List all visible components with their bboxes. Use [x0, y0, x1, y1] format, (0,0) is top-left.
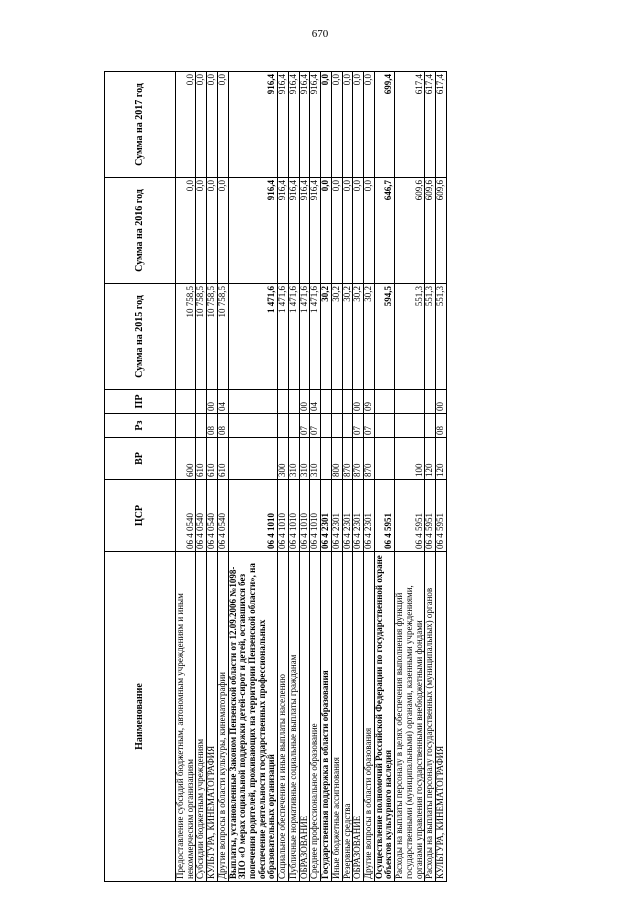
cell-vr: 120: [435, 438, 446, 480]
cell-rz: [228, 414, 278, 438]
cell-2017: 0,0: [196, 72, 207, 178]
table-row: [228, 72, 278, 882]
cell-name: Расходы на выплаты персоналу в целях обеспечения выполнения функций государственными (муниципальными) органами, казенными учреждениями, органами управления государственными внебюджетными фондами: [395, 552, 425, 882]
cell-2017: 617,4: [395, 72, 425, 178]
cell-pr: [321, 390, 332, 414]
cell-vr: 610: [196, 438, 207, 480]
cell-vr: 310: [288, 438, 299, 480]
cell-csr: 06 4 1010: [228, 480, 278, 552]
table-row: [217, 72, 228, 882]
cell-2017: 0,0: [207, 72, 218, 178]
page-number: 670: [311, 28, 329, 40]
cell-name: Другие вопросы в области культуры, кинематографии: [217, 552, 228, 882]
cell-vr: [228, 438, 278, 480]
cell-csr: 06 4 1010: [288, 480, 299, 552]
table-row: [310, 72, 321, 882]
cell-2016: 0,0: [331, 178, 342, 284]
cell-name: КУЛЬТУРА, КИНЕМАТОГРАФИЯ: [435, 552, 446, 882]
cell-2016: 916,4: [278, 178, 289, 284]
cell-vr: 300: [278, 438, 289, 480]
cell-csr: 06 4 5951: [374, 480, 394, 552]
cell-pr: [342, 390, 353, 414]
cell-vr: 120: [425, 438, 436, 480]
table-row: [288, 72, 299, 882]
cell-rz: 07: [310, 414, 321, 438]
cell-2015: 30,2: [353, 284, 364, 390]
table-row: [342, 72, 353, 882]
table-header-row: [105, 72, 176, 882]
cell-name: Другие вопросы в области образования: [363, 552, 374, 882]
cell-2016: 609,6: [425, 178, 436, 284]
cell-vr: [374, 438, 394, 480]
cell-name: КУЛЬТУРА, КИНЕМАТОГРАФИЯ: [207, 552, 218, 882]
cell-csr: 06 4 0540: [176, 480, 196, 552]
cell-vr: 870: [353, 438, 364, 480]
cell-2015: 551,3: [395, 284, 425, 390]
cell-pr: 04: [217, 390, 228, 414]
cell-name: Резервные средства: [342, 552, 353, 882]
cell-pr: 00: [435, 390, 446, 414]
cell-name: Иные бюджетные ассигнования: [331, 552, 342, 882]
cell-pr: [288, 390, 299, 414]
cell-rz: 07: [363, 414, 374, 438]
cell-rz: [374, 414, 394, 438]
cell-rz: 08: [435, 414, 446, 438]
cell-pr: 09: [363, 390, 374, 414]
cell-csr: 06 4 2301: [331, 480, 342, 552]
cell-2017: 617,4: [425, 72, 436, 178]
cell-2016: 0,0: [176, 178, 196, 284]
cell-rz: [321, 414, 332, 438]
header-name: Наименование: [105, 552, 176, 882]
cell-2016: 916,4: [228, 178, 278, 284]
cell-rz: 08: [207, 414, 218, 438]
cell-2017: 0,0: [217, 72, 228, 178]
cell-2016: 0,0: [342, 178, 353, 284]
table-row: [207, 72, 218, 882]
cell-vr: 100: [395, 438, 425, 480]
table-row: [278, 72, 289, 882]
cell-2016: 0,0: [217, 178, 228, 284]
cell-name: Государственная поддержка в области образования: [321, 552, 332, 882]
cell-csr: 06 4 0540: [207, 480, 218, 552]
table-row: [395, 72, 425, 882]
cell-name: Расходы на выплаты персоналу государственных (муниципальных) органов: [425, 552, 436, 882]
cell-name: Субсидии бюджетным учреждениям: [196, 552, 207, 882]
cell-vr: 610: [207, 438, 218, 480]
cell-2015: 10 758,5: [217, 284, 228, 390]
cell-csr: 06 4 5951: [435, 480, 446, 552]
cell-2017: 0,0: [342, 72, 353, 178]
cell-2015: 10 758,5: [176, 284, 196, 390]
cell-csr: 06 4 1010: [310, 480, 321, 552]
cell-2015: 1 471,6: [299, 284, 310, 390]
cell-2016: 646,7: [374, 178, 394, 284]
cell-name: Социальное обеспечение и иные выплаты населению: [278, 552, 289, 882]
budget-table: [104, 71, 447, 882]
table-row: [321, 72, 332, 882]
cell-2015: 1 471,6: [228, 284, 278, 390]
table-row: [425, 72, 436, 882]
cell-csr: 06 4 0540: [196, 480, 207, 552]
cell-2017: 916,4: [299, 72, 310, 178]
cell-name: Предоставление субсидий бюджетным, автономным учреждениям и иным некоммерческим организациям: [176, 552, 196, 882]
cell-csr: 06 4 2301: [363, 480, 374, 552]
table-row: [299, 72, 310, 882]
cell-2017: 0,0: [321, 72, 332, 178]
cell-csr: 06 4 2301: [353, 480, 364, 552]
cell-csr: 06 4 0540: [217, 480, 228, 552]
cell-rz: 07: [299, 414, 310, 438]
cell-2017: 0,0: [331, 72, 342, 178]
cell-name: ОБРАЗОВАНИЕ: [299, 552, 310, 882]
cell-pr: [395, 390, 425, 414]
cell-rz: 07: [353, 414, 364, 438]
cell-csr: 06 4 1010: [278, 480, 289, 552]
header-2017: Сумма на 2017 год: [105, 72, 176, 178]
cell-vr: [321, 438, 332, 480]
cell-vr: 600: [176, 438, 196, 480]
table-row: [331, 72, 342, 882]
cell-csr: 06 4 5951: [395, 480, 425, 552]
table-row: [196, 72, 207, 882]
cell-2016: 0,0: [363, 178, 374, 284]
cell-2016: 0,0: [353, 178, 364, 284]
cell-2015: 30,2: [363, 284, 374, 390]
cell-2016: 0,0: [321, 178, 332, 284]
cell-2016: 916,4: [310, 178, 321, 284]
cell-rz: [288, 414, 299, 438]
cell-2017: 916,4: [278, 72, 289, 178]
cell-pr: [176, 390, 196, 414]
cell-2016: 609,6: [395, 178, 425, 284]
cell-pr: 00: [299, 390, 310, 414]
cell-name: Выплаты, установленные Законом Пензенской области от 12.09.2006 №1098-ЗПО «О мерах социальной поддержки детей-сирот и детей, оставшихся без попечения родителей, проживающих на территории Пензенской области», на обеспечение деятельности государственных профессиональных образовательных организаций: [228, 552, 278, 882]
cell-2016: 916,4: [288, 178, 299, 284]
cell-2015: 10 758,5: [196, 284, 207, 390]
cell-2015: 1 471,6: [310, 284, 321, 390]
cell-csr: 06 4 2301: [321, 480, 332, 552]
header-2015: Сумма на 2015 год: [105, 284, 176, 390]
cell-2015: 551,3: [435, 284, 446, 390]
cell-2017: 0,0: [353, 72, 364, 178]
cell-2016: 609,6: [435, 178, 446, 284]
cell-rz: [395, 414, 425, 438]
cell-rz: 08: [217, 414, 228, 438]
cell-vr: 870: [342, 438, 353, 480]
cell-2017: 916,4: [288, 72, 299, 178]
cell-rz: [331, 414, 342, 438]
cell-name: Осуществление полномочий Российской Федерации по государственной охране объектов культурного наследия: [374, 552, 394, 882]
cell-2015: 1 471,6: [288, 284, 299, 390]
cell-2015: 30,2: [342, 284, 353, 390]
cell-vr: 800: [331, 438, 342, 480]
cell-2015: 30,2: [331, 284, 342, 390]
cell-rz: [342, 414, 353, 438]
header-rz: Рз: [105, 414, 176, 438]
cell-pr: [196, 390, 207, 414]
cell-vr: 870: [363, 438, 374, 480]
cell-name: Публичные нормативные социальные выплаты гражданам: [288, 552, 299, 882]
cell-pr: [374, 390, 394, 414]
cell-vr: 310: [299, 438, 310, 480]
cell-rz: [196, 414, 207, 438]
cell-rz: [425, 414, 436, 438]
cell-rz: [176, 414, 196, 438]
cell-2015: 30,2: [321, 284, 332, 390]
header-csr: ЦСР: [105, 480, 176, 552]
cell-2015: 10 758,5: [207, 284, 218, 390]
cell-pr: [425, 390, 436, 414]
cell-name: Среднее профессиональное образование: [310, 552, 321, 882]
header-pr: ПР: [105, 390, 176, 414]
table-row: [363, 72, 374, 882]
cell-2017: 916,4: [310, 72, 321, 178]
cell-csr: 06 4 2301: [342, 480, 353, 552]
cell-pr: 00: [353, 390, 364, 414]
cell-2017: 0,0: [176, 72, 196, 178]
cell-2016: 0,0: [207, 178, 218, 284]
cell-2016: 0,0: [196, 178, 207, 284]
table-row: [374, 72, 394, 882]
header-2016: Сумма на 2016 год: [105, 178, 176, 284]
table-row: [353, 72, 364, 882]
cell-csr: 06 4 1010: [299, 480, 310, 552]
table-row: [176, 72, 196, 882]
cell-pr: [278, 390, 289, 414]
cell-2015: 551,3: [425, 284, 436, 390]
cell-2015: 1 471,6: [278, 284, 289, 390]
cell-pr: [331, 390, 342, 414]
cell-name: ОБРАЗОВАНИЕ: [353, 552, 364, 882]
cell-2017: 617,4: [435, 72, 446, 178]
cell-2017: 0,0: [363, 72, 374, 178]
cell-pr: 00: [207, 390, 218, 414]
header-vr: ВР: [105, 438, 176, 480]
table-body: [176, 72, 447, 882]
cell-2017: 916,4: [228, 72, 278, 178]
cell-rz: [278, 414, 289, 438]
cell-csr: 06 4 5951: [425, 480, 436, 552]
cell-pr: [228, 390, 278, 414]
cell-2016: 916,4: [299, 178, 310, 284]
rotated-page-content: [104, 72, 640, 882]
cell-vr: 310: [310, 438, 321, 480]
cell-2015: 594,5: [374, 284, 394, 390]
cell-vr: 610: [217, 438, 228, 480]
cell-2017: 699,4: [374, 72, 394, 178]
table-row: [435, 72, 446, 882]
cell-pr: 04: [310, 390, 321, 414]
